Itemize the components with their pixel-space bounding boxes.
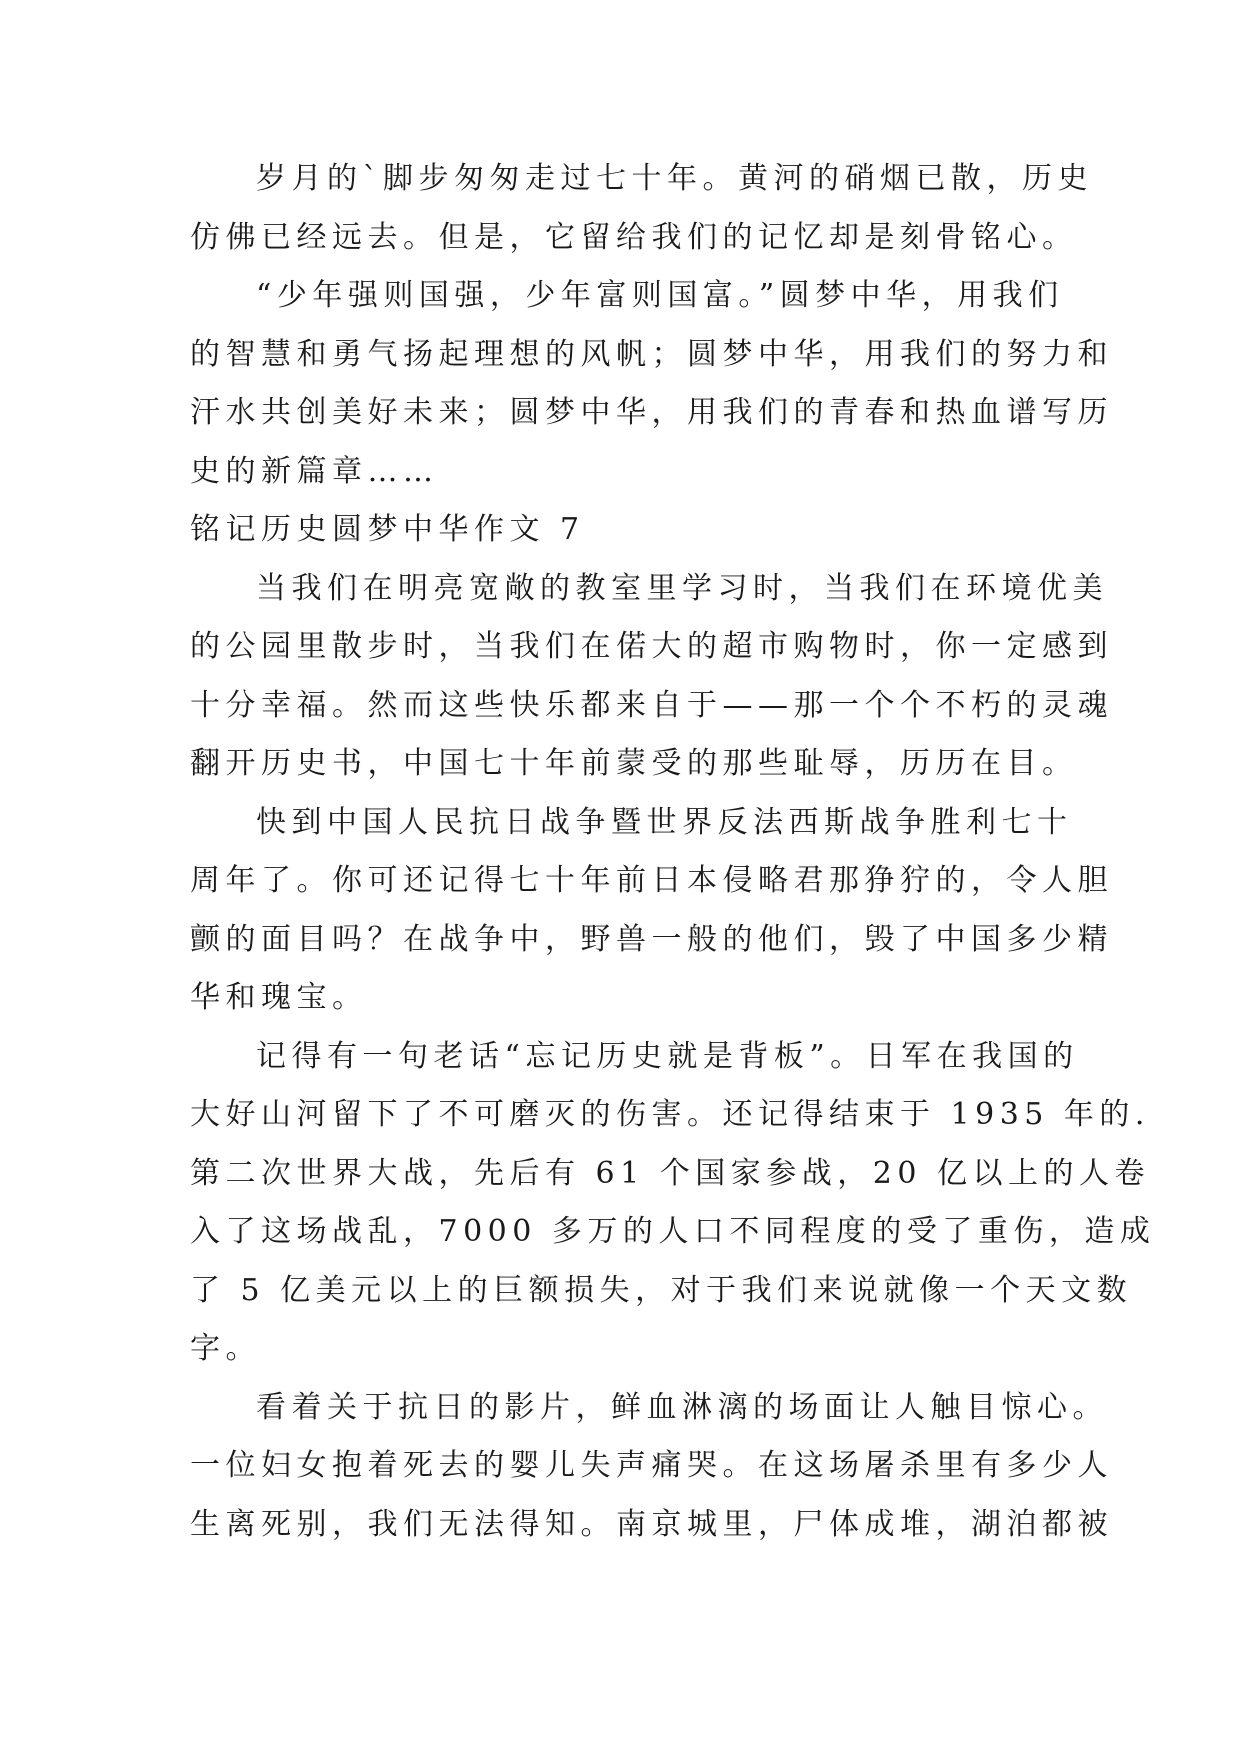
text-line: “少年强则国强，少年富则国富。”圆梦中华，用我们 <box>256 278 1064 313</box>
text-line: 入了这场战乱，7000 多万的人口不同程度的受了重伤，造成 <box>190 1214 1156 1249</box>
text-line: 汗水共创美好未来；圆梦中华，用我们的青春和热血谱写历 <box>190 395 1113 430</box>
text-line: 十分幸福。然而这些快乐都来自于——那一个个不朽的灵魂 <box>190 687 1113 723</box>
text-line: 的智慧和勇气扬起理想的风帆；圆梦中华，用我们的努力和 <box>190 336 1113 372</box>
document-body <box>190 150 1156 1554</box>
essay-title: 铭记历史圆梦中华作文 7 <box>190 512 585 547</box>
text-line: 的公园里散步时，当我们在偌大的超市购物时，你一定感到 <box>190 629 1113 664</box>
paragraph <box>190 794 1113 1028</box>
paragraph <box>190 150 1093 267</box>
text-line: 当我们在明亮宽敞的教室里学习时，当我们在环境优美 <box>256 570 1108 606</box>
text-line: 大好山河留下了不可磨灭的伤害。还记得结束于 1935 年的. <box>190 1097 1150 1132</box>
text-line: 了 5 亿美元以上的巨额损失，对于我们来说就像一个天文数 <box>190 1272 1133 1308</box>
paragraph <box>190 1028 1156 1379</box>
paragraph <box>190 560 1113 794</box>
text-line: 颤的面目吗？在战争中，野兽一般的他们，毁了中国多少精 <box>190 921 1113 957</box>
text-line: 翻开历史书，中国七十年前蒙受的那些耻辱，历历在目。 <box>190 746 1078 781</box>
text-line: 快到中国人民抗日战争暨世界反法西斯战争胜利七十 <box>256 804 1073 840</box>
text-line: 字。 <box>190 1331 261 1366</box>
text-line: 史的新篇章…… <box>190 453 439 489</box>
paragraph <box>190 1379 1113 1555</box>
text-line: 记得有一句老话“忘记历史就是背板”。日军在我国的 <box>256 1038 1079 1074</box>
text-line: 仿佛已经远去。但是，它留给我们的记忆却是刻骨铭心。 <box>190 219 1078 255</box>
text-line: 岁月的`脚步匆匆走过七十年。黄河的硝烟已散，历史 <box>256 161 1093 196</box>
text-line: 看着关于抗日的影片，鲜血淋漓的场面让人触目惊心。 <box>256 1389 1108 1425</box>
text-line: 一位妇女抱着死去的婴儿失声痛哭。在这场屠杀里有多少人 <box>190 1448 1113 1483</box>
text-line: 生离死别，我们无法得知。南京城里，尸体成堆，湖泊都被 <box>190 1506 1113 1542</box>
text-line: 华和瑰宝。 <box>190 980 368 1015</box>
paragraph <box>190 267 1113 501</box>
text-line: 第二次世界大战，先后有 61 个国家参战，20 亿以上的人卷 <box>190 1155 1150 1191</box>
text-line: 周年了。你可还记得七十年前日本侵略君那狰狞的，令人胆 <box>190 863 1113 898</box>
